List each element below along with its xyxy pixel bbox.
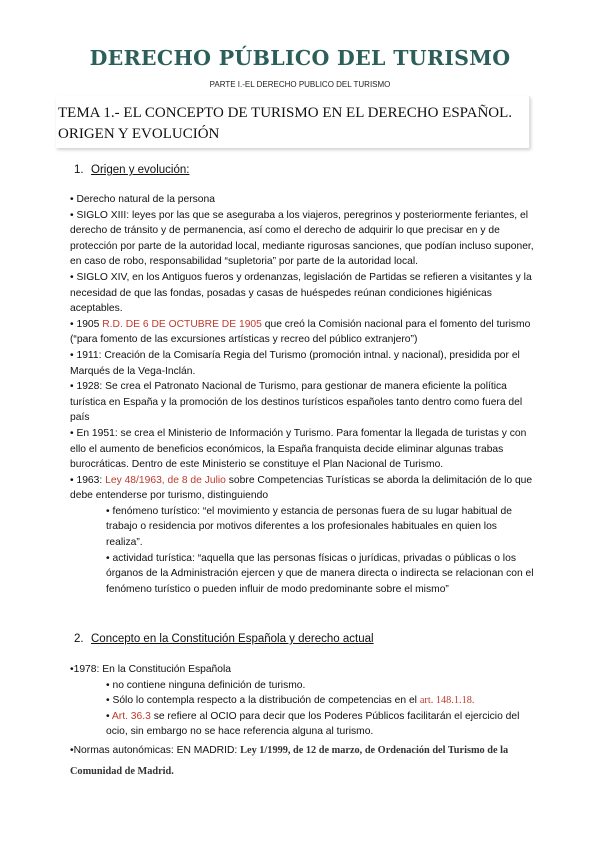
list-item [70, 740, 535, 782]
item-1963-reference: Ley 48/1963, de 8 de Julio [105, 474, 226, 486]
item-1963-prefix: • 1963: [70, 474, 106, 486]
list-item: • Derecho natural de la persona [70, 194, 215, 205]
art363-text: se refiere al OCIO para decir que los Poderes Públicos facilitarán el ejercicio del ocio, sin embargo no se hace referencia alguna al turismo. [106, 710, 520, 738]
document-subtitle: PARTE I.-EL DERECHO PUBLICO DEL TURISMO [209, 80, 391, 89]
list-item [70, 317, 535, 348]
competencias-reference: art. 148.1.18. [419, 695, 475, 707]
sub-list-item: • fenómeno turístico: “el movimiento y estancia de personas fuera de su lugar habitual de trabajo o residencia por motivos diferentes a los profesionales habituales en quien los realiza”. [106, 505, 512, 549]
item-1905-reference: R.D. DE 6 DE OCTUBRE DE 1905 [102, 318, 262, 330]
list-item: • En 1951: se crea el Ministerio de Información y Turismo. Para fomentar la llegada de turistas y con ello el aumento de beneficios económicos, la España franquista decide eliminar algunas trabas burocráticas. Dentro de este Ministerio se constituye el Plan Nacional de Turismo. [70, 427, 527, 471]
document-title: DERECHO PÚBLICO DEL TURISMO [89, 46, 511, 70]
sub-list-item: • actividad turística: “aquella que las personas físicas o jurídicas, privadas o públicas o los órganos de la Administración ejercen y que de manera directa o indirecta se relacionan con el fenómeno turístico o pueden influir de modo predominante sobre el mismo” [106, 552, 534, 595]
autonomicas-law: Ley 1/1999, de 12 de marzo, de Ordenación del Turismo de la Comunidad de Madrid. [70, 744, 509, 777]
sub-list-item: • no contiene ninguna definición de turismo. [106, 679, 306, 691]
section-2-heading [74, 633, 374, 645]
section-1-heading [74, 164, 189, 176]
list-item: • SIGLO XIV, en los Antiguos fueros y ordenanzas, legislación de Partidas se refieren a visitantes y la necesidad de que las fondas, posadas y casas de huéspedes reúnan condiciones higiénicas aceptables. [70, 271, 532, 315]
item-1905-text: que creó la Comisión nacional para el fomento del turismo (“para fomento de las excursiones artísticas y recreo del público extranjero”) [70, 318, 531, 346]
item-1905-prefix: • 1905 [70, 318, 103, 330]
autonomicas-text: •Normas autonómicas: EN MADRID: [70, 744, 241, 756]
list-item: • 1928: Se crea el Patronato Nacional de Turismo, para gestionar de manera eficiente la política turística en España y la promoción de los destinos turísticos españoles tanto dentro como fuera del país [70, 381, 523, 424]
list-item [70, 473, 535, 504]
section-1-number: 1. [74, 164, 84, 176]
art363-bullet: • [106, 710, 112, 722]
competencias-text: • Sólo lo contempla respecto a la distribución de competencias en el [106, 695, 420, 707]
list-item: •1978: En la Constitución Española [70, 664, 232, 675]
section-2-number: 2. [74, 633, 84, 645]
sub-list-item [70, 709, 535, 740]
section-2-body [70, 662, 535, 782]
section-2-heading-text: Concepto en la Constitución Española y derecho actual [91, 633, 374, 645]
item-1963-text: sobre Competencias Turísticas se aborda la delimitación de lo que debe entenderse por turismo, distinguiendo [70, 474, 533, 502]
art363-reference: Art. 36.3 [111, 710, 151, 722]
tema-title: TEMA 1.- EL CONCEPTO DE TURISMO EN EL DERECHO ESPAÑOL. ORIGEN Y EVOLUCIÓN [58, 105, 513, 142]
section-1-heading-text: Origen y evolución: [91, 164, 190, 176]
sub-list-item [70, 693, 535, 709]
list-item: • 1911: Creación de la Comisaría Regia del Turismo (promoción intnal. y nacional), presidida por el Marqués de la Vega-Inclán. [70, 349, 520, 377]
section-1-body [70, 192, 535, 597]
list-item: • SIGLO XIII: leyes por las que se aseguraba a los viajeros, peregrinos y posteriormente feriantes, el derecho de tránsito y de permanencia, así como el derecho de adquirir lo que precisar en y de protección por parte de la autoridad local, mediante rigurosas sanciones, que podían incluso suponer, en caso de robo, responsabilidad “supletoria” por parte de la autoridad local. [70, 209, 534, 268]
